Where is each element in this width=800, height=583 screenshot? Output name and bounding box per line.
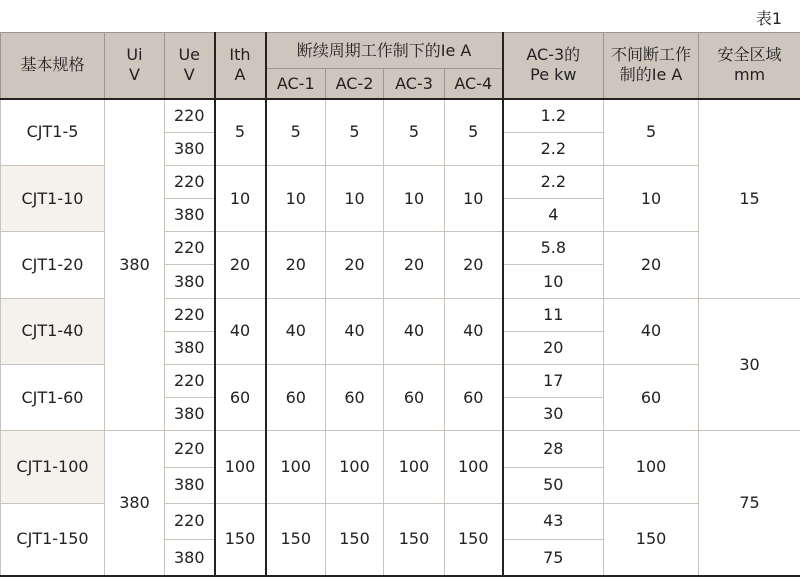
ith-cell: 5 [215, 99, 266, 165]
pe-kw-cell: 4 [503, 199, 604, 232]
ac3-cell: 20 [384, 232, 445, 298]
header-pe: AC-3的 Pe kw [503, 33, 604, 99]
ac2-cell: 40 [326, 298, 384, 364]
model-name-cell: CJT1-20 [1, 232, 105, 298]
header-ac3: AC-3 [384, 69, 445, 99]
ac2-cell: 150 [326, 503, 384, 576]
ac4-cell: 100 [445, 431, 503, 503]
ac3-cell: 60 [384, 365, 445, 431]
ue-voltage-cell: 380 [165, 199, 215, 232]
ac1-cell: 150 [266, 503, 326, 576]
ue-voltage-cell: 220 [165, 365, 215, 398]
ac1-cell: 20 [266, 232, 326, 298]
ac3-cell: 10 [384, 165, 445, 231]
pe-kw-cell: 50 [503, 467, 604, 503]
ac3-cell: 150 [384, 503, 445, 576]
ac3-cell: 40 [384, 298, 445, 364]
pe-kw-cell: 2.2 [503, 132, 604, 165]
header-ac2: AC-2 [326, 69, 384, 99]
pe-kw-cell: 2.2 [503, 165, 604, 198]
header-ac1: AC-1 [266, 69, 326, 99]
ac4-cell: 150 [445, 503, 503, 576]
ith-cell: 100 [215, 431, 266, 503]
ue-voltage-cell: 220 [165, 99, 215, 132]
pe-kw-cell: 1.2 [503, 99, 604, 132]
ue-voltage-cell: 380 [165, 132, 215, 165]
spec-table [0, 32, 800, 577]
pe-kw-cell: 43 [503, 503, 604, 539]
ac4-cell: 20 [445, 232, 503, 298]
header-spec: 基本规格 [1, 33, 105, 99]
ac1-cell: 10 [266, 165, 326, 231]
ac4-cell: 60 [445, 365, 503, 431]
ac2-cell: 100 [326, 431, 384, 503]
safe-area-cell: 30 [699, 298, 800, 431]
ac2-cell: 5 [326, 99, 384, 165]
pe-kw-cell: 30 [503, 398, 604, 431]
safe-area-cell: 15 [699, 99, 800, 298]
ac2-cell: 60 [326, 365, 384, 431]
table-caption: 表1 [755, 9, 782, 28]
ith-cell: 20 [215, 232, 266, 298]
pe-kw-cell: 17 [503, 365, 604, 398]
ac4-cell: 5 [445, 99, 503, 165]
ac2-cell: 20 [326, 232, 384, 298]
continuous-ie-cell: 5 [604, 99, 699, 165]
model-name-cell: CJT1-5 [1, 99, 105, 165]
pe-kw-cell: 75 [503, 540, 604, 576]
ac1-cell: 100 [266, 431, 326, 503]
header-ith: Ith A [215, 33, 266, 99]
continuous-ie-cell: 60 [604, 365, 699, 431]
ue-voltage-cell: 220 [165, 431, 215, 467]
ue-voltage-cell: 220 [165, 298, 215, 331]
header-safe: 安全区域 mm [699, 33, 800, 99]
ac3-cell: 100 [384, 431, 445, 503]
model-name-cell: CJT1-150 [1, 503, 105, 576]
ue-voltage-cell: 220 [165, 165, 215, 198]
ith-cell: 10 [215, 165, 266, 231]
ac3-cell: 5 [384, 99, 445, 165]
pe-kw-cell: 11 [503, 298, 604, 331]
ui-voltage-cell: 380 [105, 99, 165, 431]
ac2-cell: 10 [326, 165, 384, 231]
continuous-ie-cell: 100 [604, 431, 699, 503]
header-ac4: AC-4 [445, 69, 503, 99]
ue-voltage-cell: 380 [165, 398, 215, 431]
ue-voltage-cell: 380 [165, 467, 215, 503]
pe-kw-cell: 10 [503, 265, 604, 298]
header-ue: Ue V [165, 33, 215, 99]
ac1-cell: 40 [266, 298, 326, 364]
ac4-cell: 10 [445, 165, 503, 231]
pe-kw-cell: 28 [503, 431, 604, 467]
model-name-cell: CJT1-40 [1, 298, 105, 364]
continuous-ie-cell: 150 [604, 503, 699, 576]
ue-voltage-cell: 220 [165, 503, 215, 539]
pe-kw-cell: 5.8 [503, 232, 604, 265]
header-ui: Ui V [105, 33, 165, 99]
ith-cell: 60 [215, 365, 266, 431]
continuous-ie-cell: 10 [604, 165, 699, 231]
pe-kw-cell: 20 [503, 331, 604, 364]
ac1-cell: 60 [266, 365, 326, 431]
ue-voltage-cell: 380 [165, 540, 215, 576]
ac1-cell: 5 [266, 99, 326, 165]
continuous-ie-cell: 20 [604, 232, 699, 298]
model-name-cell: CJT1-100 [1, 431, 105, 503]
safe-area-cell: 75 [699, 431, 800, 576]
header-ie-group: 断续周期工作制下的Ie A [266, 33, 503, 69]
ue-voltage-cell: 380 [165, 265, 215, 298]
ac4-cell: 40 [445, 298, 503, 364]
table-row [1, 99, 800, 132]
table-row [1, 431, 800, 467]
ui-voltage-cell: 380 [105, 431, 165, 576]
model-name-cell: CJT1-10 [1, 165, 105, 231]
model-name-cell: CJT1-60 [1, 365, 105, 431]
ith-cell: 150 [215, 503, 266, 576]
ue-voltage-cell: 380 [165, 331, 215, 364]
header-cont: 不间断工作 制的Ie A [604, 33, 699, 99]
ue-voltage-cell: 220 [165, 232, 215, 265]
continuous-ie-cell: 40 [604, 298, 699, 364]
ith-cell: 40 [215, 298, 266, 364]
